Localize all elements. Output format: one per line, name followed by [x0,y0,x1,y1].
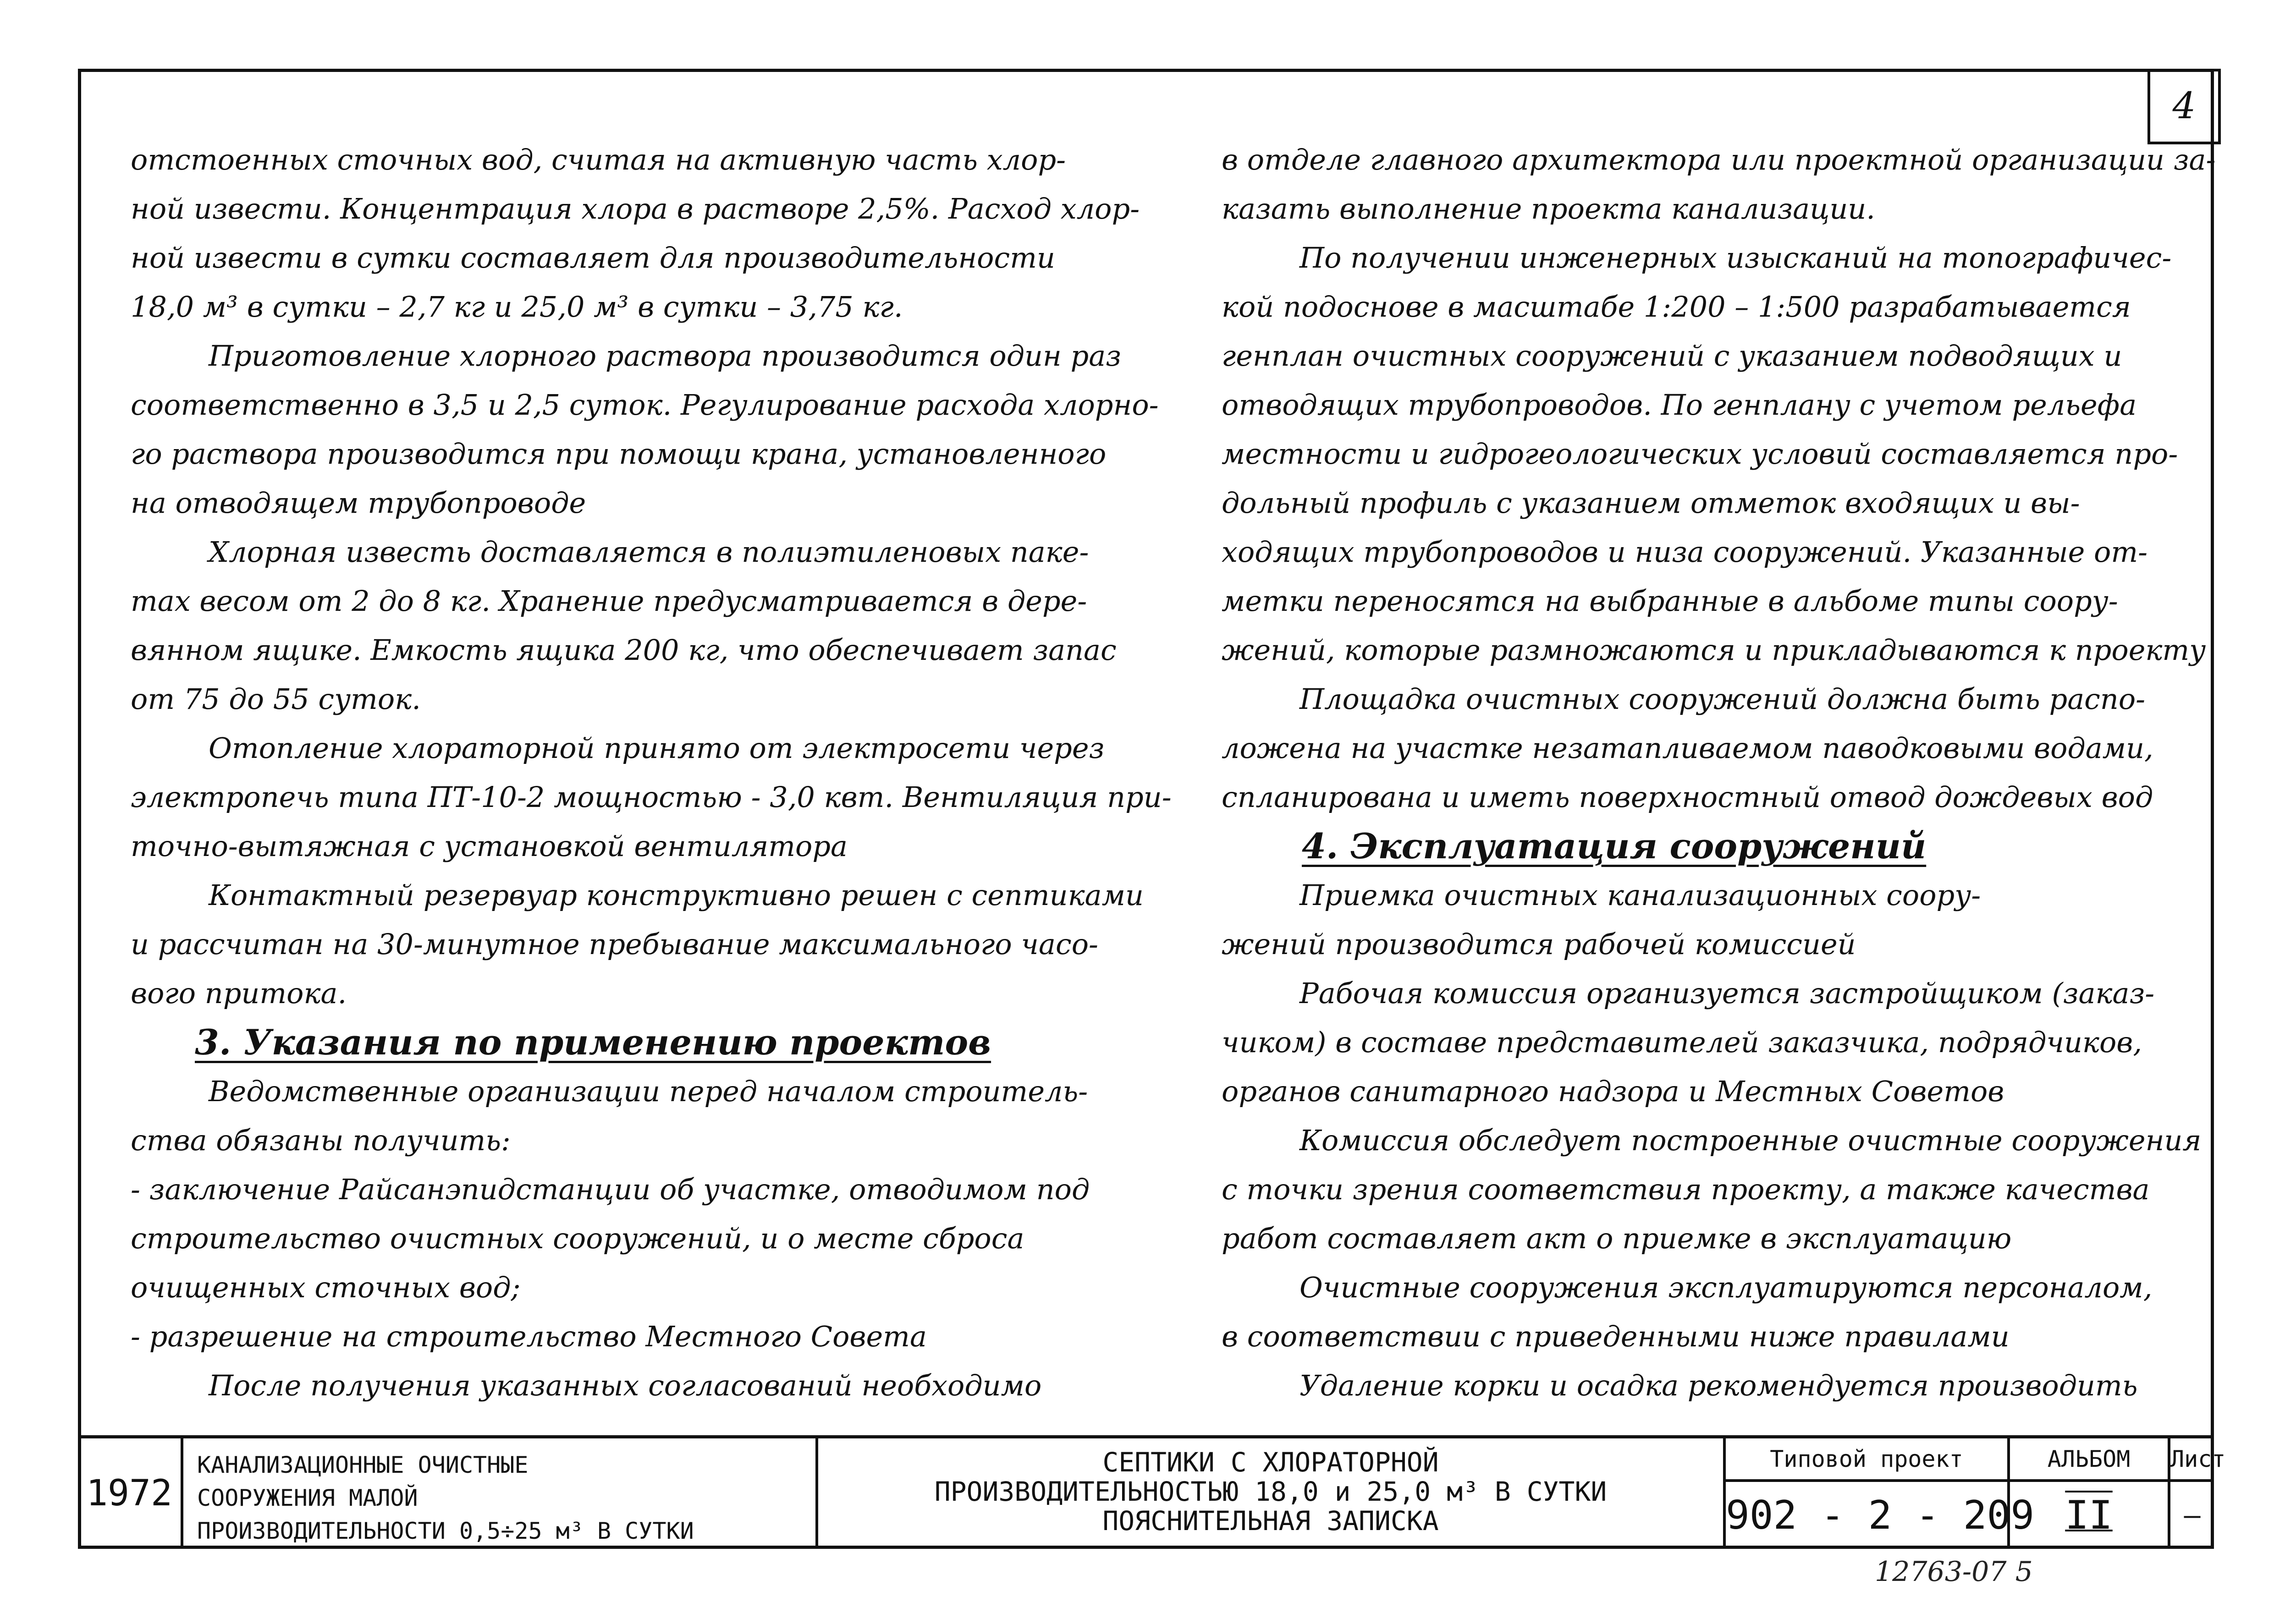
text-line: жений, которые размножаются и прикладываются к проекту [1222,633,2206,667]
document-title-line: ПРОИЗВОДИТЕЛЬНОСТЬЮ 18,0 и 25,0 м³ В СУТКИ [934,1476,1607,1507]
text-line: Рабочая комиссия организуется застройщиком (заказ- [1299,977,2155,1010]
text-line: электропечь типа ПТ-10-2 мощностью - 3,0 квт. Вентиляция при- [131,780,1172,814]
text-line: Ведомственные организации перед началом строитель- [209,1075,1088,1108]
text-line: казать выполнение проекта канализации. [1222,192,1875,225]
text-line: ходящих трубопроводов и низа сооружений. Указанные от- [1222,535,2148,569]
text-line: Хлорная известь доставляется в полиэтиленовых паке- [209,535,1089,569]
text-line: строительство очистных сооружений, и о месте сброса [131,1222,1024,1255]
text-line: отводящих трубопроводов. По генплану с учетом рельефа [1222,388,2137,422]
text-line: работ составляет акт о приемке в эксплуатацию [1222,1222,2012,1255]
series-name-line: КАНАЛИЗАЦИОННЫЕ ОЧИСТНЫЕ [197,1452,529,1478]
text-line: генплан очистных сооружений с указанием подводящих и [1222,339,2122,373]
sheet-header: Лист [2170,1438,2214,1482]
right-text-column [1222,135,2221,1410]
document-title-line: СЕПТИКИ С ХЛОРАТОРНОЙ [1102,1447,1439,1478]
project-type-number: 902 - 2 - 209 [1726,1492,2035,1538]
section-heading: 3. Указания по применению проектов [195,1022,991,1063]
text-line: кой подоснове в масштабе 1:200 – 1:500 разрабатывается [1222,290,2131,324]
sheet-cell [2170,1438,2226,1549]
text-line: отстоенных сточных вод, считая на активную часть хлор- [131,143,1066,176]
series-name-line: ПРОИЗВОДИТЕЛЬНОСТИ 0,5÷25 м³ В СУТКИ [197,1518,694,1544]
document-title-line: ПОЯСНИТЕЛЬНАЯ ЗАПИСКА [1102,1505,1439,1536]
text-line: от 75 до 55 суток. [131,682,421,716]
text-line: чиком) в составе представителей заказчика, подрядчиков, [1222,1026,2142,1059]
text-line: тах весом от 2 до 8 кг. Хранение предусматривается в дере- [131,584,1087,618]
page-number: 4 [2147,69,2221,144]
series-name-cell [183,1438,818,1549]
text-line: в отделе главного архитектора или проектной организации за- [1222,143,2216,176]
year-cell: 1972 [78,1438,183,1549]
text-line: Комиссия обследует построенные очистные сооружения [1299,1124,2202,1157]
album-cell [2010,1438,2170,1549]
text-line: в соответствии с приведенными ниже правилами [1222,1320,2010,1353]
text-line: органов санитарного надзора и Местных Советов [1222,1075,2004,1108]
text-line: Приемка очистных канализационных соору- [1299,878,1981,912]
text-line: По получении инженерных изысканий на топографичес- [1299,241,2172,274]
archive-code: 12763-07 5 [1875,1556,2033,1588]
album-header: АЛЬБОМ [2010,1438,2168,1482]
text-line: Приготовление хлорного раствора производится один раз [209,339,1121,373]
text-line: 18,0 м³ в сутки – 2,7 кг и 25,0 м³ в сутки – 3,75 кг. [131,290,903,324]
text-line: вянном ящике. Емкость ящика 200 кг, что обеспечивает запас [131,633,1117,667]
text-line: - заключение Райсанэпидстанции об участке, отводимом под [131,1173,1090,1206]
text-line: точно-вытяжная с установкой вентилятора [131,829,848,863]
document-title-cell [818,1438,1726,1549]
text-line: Очистные сооружения эксплуатируются персоналом, [1299,1271,2153,1304]
left-text-column [131,135,1172,1410]
text-line: с точки зрения соответствия проекту, а также качества [1222,1173,2150,1206]
text-line: жений производится рабочей комиссией [1222,927,1856,961]
text-line: метки переносятся на выбранные в альбоме типы соору- [1222,584,2118,618]
text-line: Контактный резервуар конструктивно решен с септиками [209,878,1144,912]
text-line: соответственно в 3,5 и 2,5 суток. Регулирование расхода хлорно- [131,388,1159,422]
text-line: - разрешение на строительство Местного Совета [131,1320,927,1353]
text-line: и рассчитан на 30-минутное пребывание максимального часо- [131,927,1098,961]
section-heading: 4. Эксплуатация сооружений [1302,826,1927,867]
text-line: го раствора производится при помощи крана, установленного [131,437,1107,471]
album-number: II [2065,1492,2113,1538]
sheet-number: — [2184,1499,2201,1531]
text-line: на отводящем трубопроводе [131,486,586,520]
project-type-header: Типовой проект [1726,1438,2007,1482]
text-line: спланирована и иметь поверхностный отвод дождевых вод [1222,780,2153,814]
text-line: дольный профиль с указанием отметок входящих и вы- [1222,486,2080,520]
text-line: ной извести в сутки составляет для производительности [131,241,1055,274]
text-line: ложена на участке незатапливаемом паводковыми водами, [1222,731,2153,765]
series-name-line: СООРУЖЕНИЯ МАЛОЙ [197,1485,418,1511]
text-line: вого притока. [131,977,347,1010]
text-line: Площадка очистных сооружений должна быть распо- [1299,682,2146,716]
text-line: ной извести. Концентрация хлора в растворе 2,5%. Расход хлор- [131,192,1140,225]
text-line: Отопление хлораторной принято от электросети через [209,731,1105,765]
title-block [78,1435,2226,1549]
text-line: местности и гидрогеологических условий составляется про- [1222,437,2178,471]
text-line: очищенных сточных вод; [131,1271,521,1304]
text-line: Удаление корки и осадка рекомендуется производить [1299,1369,2138,1402]
project-type-cell [1726,1438,2035,1549]
text-line: ства обязаны получить: [131,1124,511,1157]
text-line: После получения указанных согласований необходимо [209,1369,1042,1402]
